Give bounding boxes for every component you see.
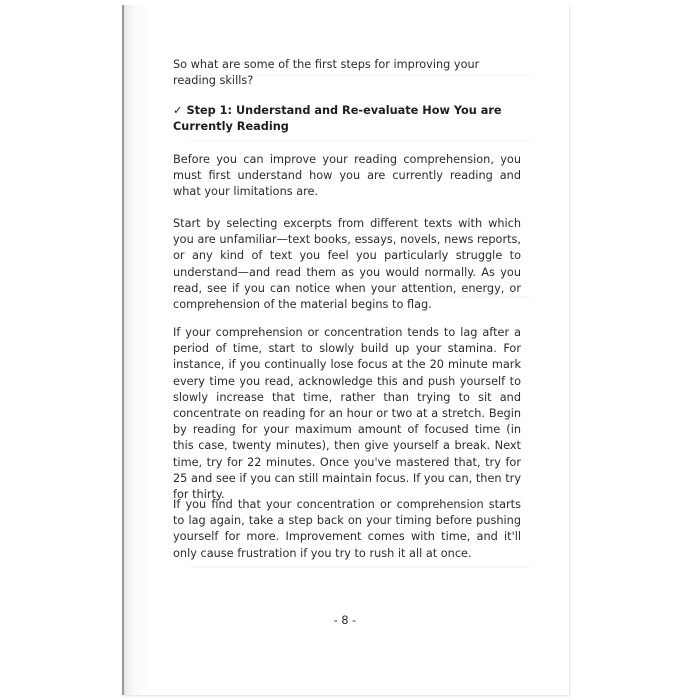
page-number: - 8 -: [333, 614, 357, 627]
page-binding-edge: [122, 5, 124, 695]
paragraph-2: Start by selecting excerpts from different texts with which you are unfamiliar—text books, essays, novels, news reports, or any kind of text you feel you particularly struggle to understand—and read them as you would normally. As you read, see if you can notice when your attention, energy, or comprehension of the material begins to flag.: [173, 217, 521, 312]
bleed-through-line: [190, 140, 530, 142]
step-heading: [173, 103, 523, 135]
bleed-through-line: [190, 566, 530, 568]
paragraph-1: Before you can improve your reading comprehension, you must first understand how you are currently reading and what your limitations are.: [173, 153, 521, 199]
step-heading-text: Step 1: Understand and Re-evaluate How You are Currently Reading: [173, 104, 502, 134]
paragraph-4: If you find that your concentration or comprehension starts to lag again, take a step back on your timing before pushing yourself for more. Improvement comes with time, and it'll only cause frustration if you try to rush it all at once.: [173, 498, 521, 560]
paragraph-3: If your comprehension or concentration tends to lag after a period of time, start to slowly build up your stamina. For instance, if you continually lose focus at the 20 minute mark every time you read, acknowledge this and push yourself to slowly increase that time, rather than trying to sit and concentrate on reading for an hour or two at a stretch. Begin by reading for your maximum amount of focused time (in this case, twenty minutes), then give yourself a break. Next time, try for 22 minutes. Once you've mastered that, try for 25 and see if you can still maintain focus. If you can, then try for thirty.: [173, 326, 521, 502]
checkmark-icon: ✓: [173, 104, 183, 117]
intro-paragraph: So what are some of the first steps for improving your reading skills?: [173, 58, 480, 88]
